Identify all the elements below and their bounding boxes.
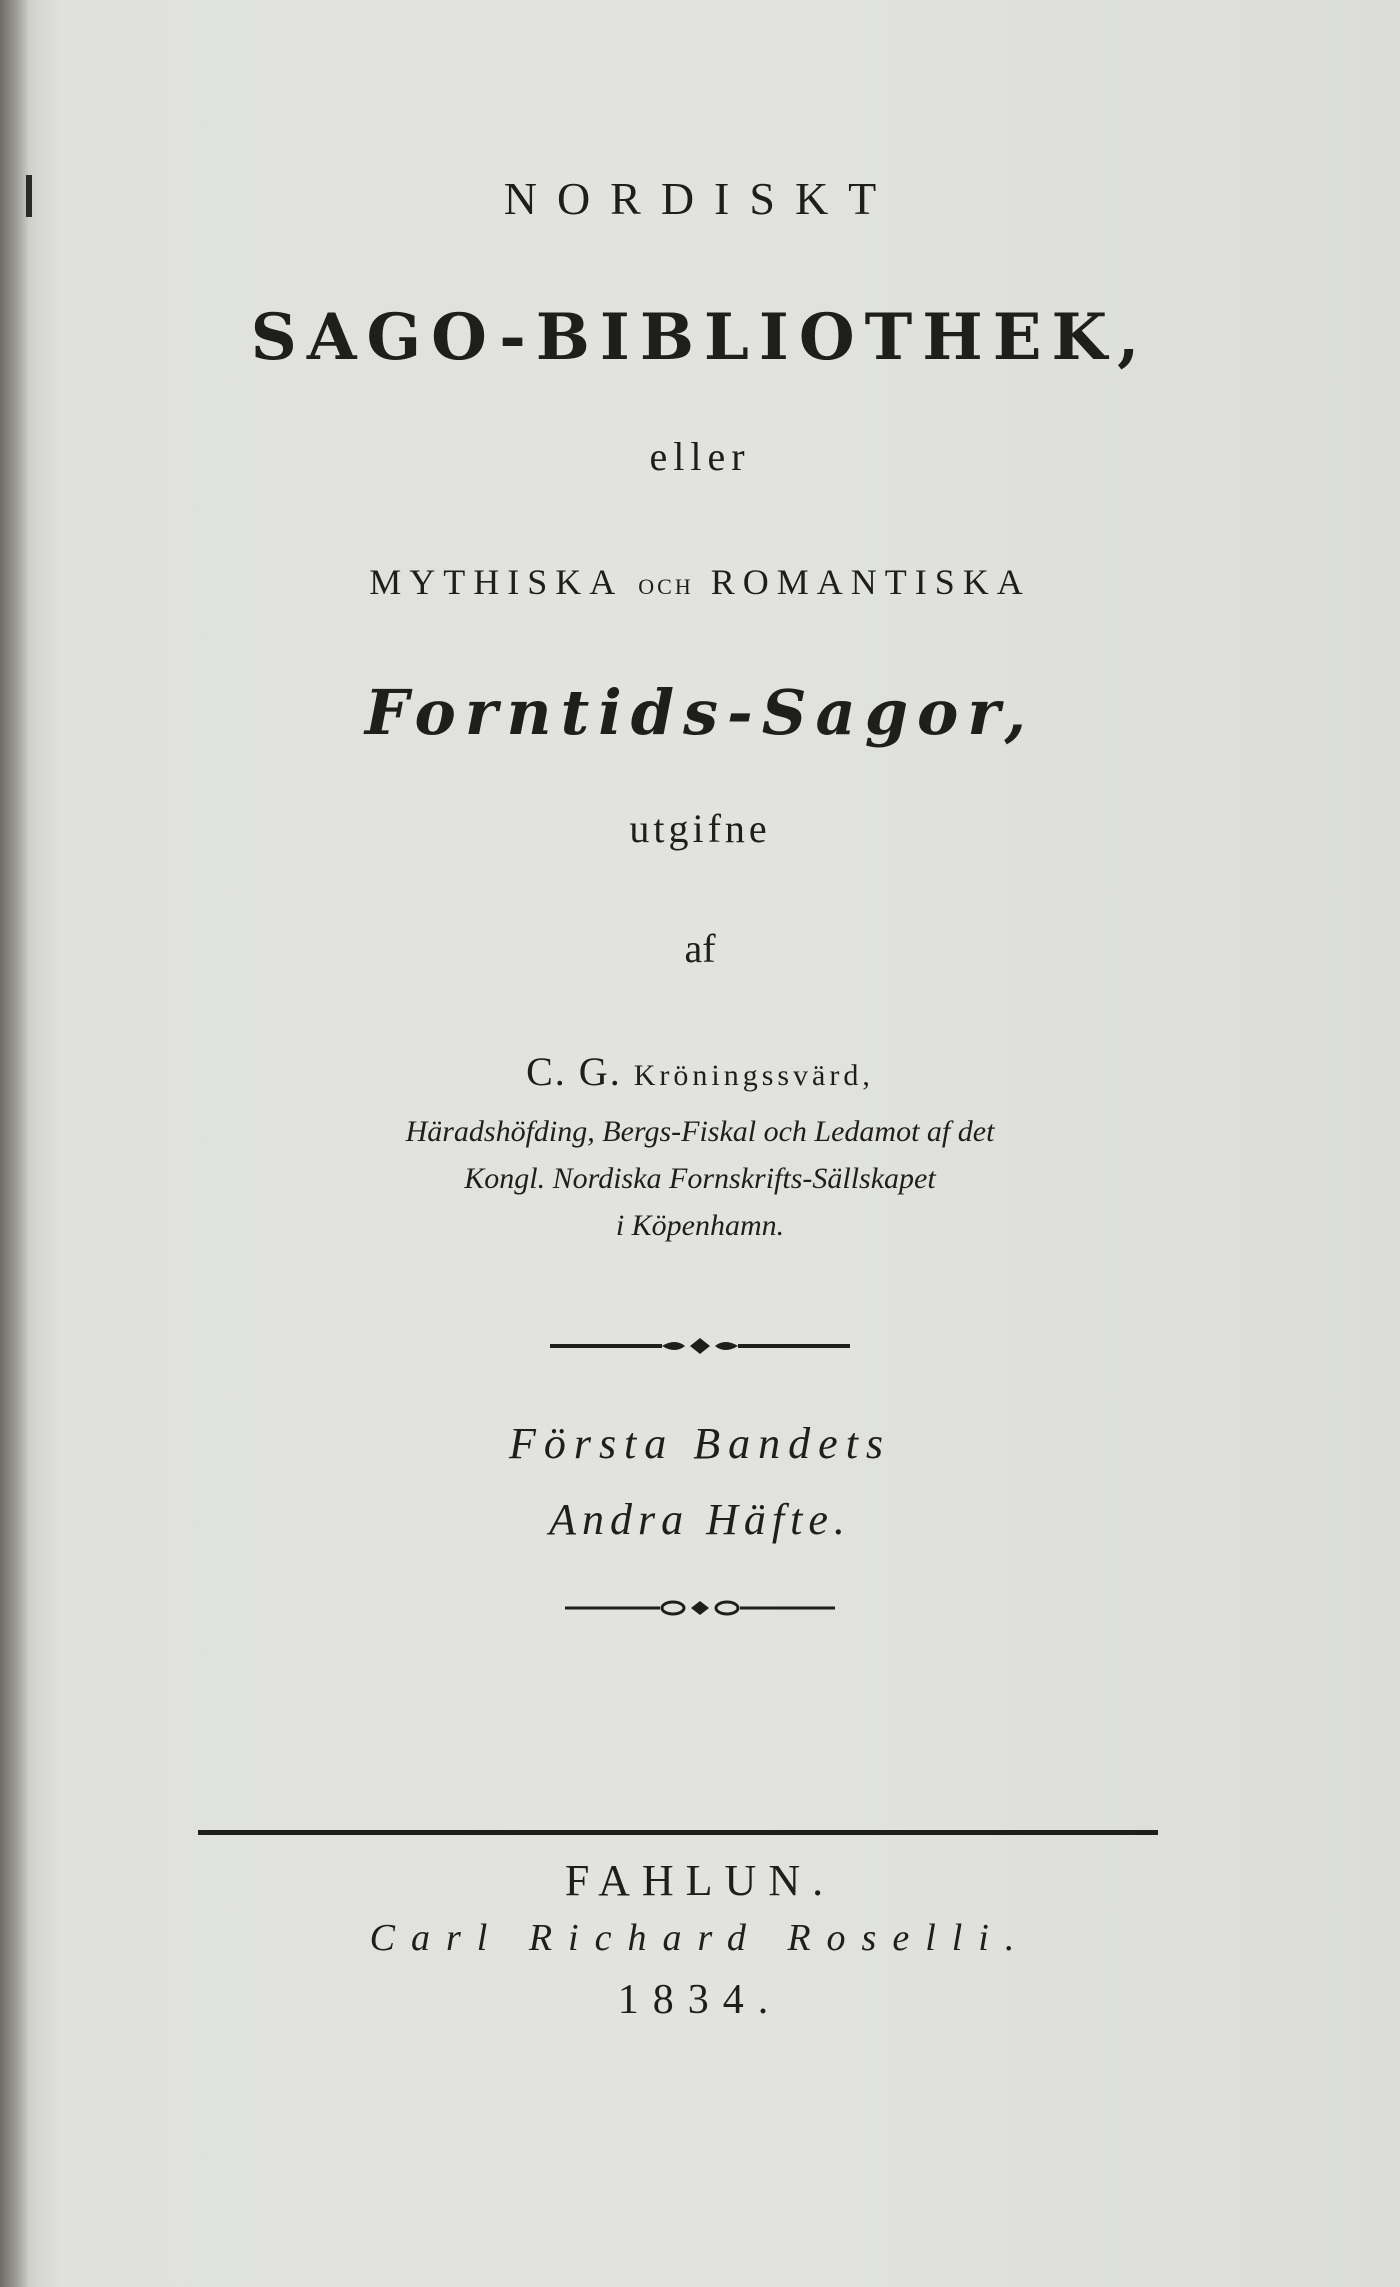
subtitle-mythiska-romantiska — [0, 561, 1400, 603]
horizontal-rule — [198, 1830, 1158, 1835]
subtitle-forntids-sagor: Forntids-Sagor, — [364, 676, 1036, 749]
subtitle-mythiska: MYTHISKA — [369, 562, 622, 602]
title-sago-bibliothek: SAGO-BIBLIOTHEK, — [250, 300, 1150, 375]
part-label: Andra Häfte. — [549, 1495, 851, 1544]
title-eller: eller — [649, 434, 751, 479]
author-initials: C. G. — [526, 1049, 622, 1094]
author-name — [0, 1048, 1400, 1095]
author-title-line-3: i Köpenhamn. — [615, 1209, 785, 1242]
ornament-divider-icon — [0, 1334, 1400, 1363]
text-af: af — [684, 926, 716, 971]
ornament-divider-small-icon — [0, 1597, 1400, 1624]
imprint-place: FAHLUN. — [564, 1856, 836, 1905]
subtitle-och: OCH — [638, 574, 694, 599]
author-surname: Kröningssvärd, — [633, 1059, 874, 1092]
title-nordiskt: NORDISKT — [503, 173, 897, 224]
imprint-year: 1834. — [617, 1977, 783, 2023]
author-title-line-2: Kongl. Nordiska Fornskrifts-Sällskapet — [464, 1162, 936, 1195]
text-utgifne: utgifne — [629, 806, 771, 851]
volume-label: Första Bandets — [508, 1419, 892, 1468]
subtitle-romantiska: ROMANTISKA — [710, 562, 1031, 602]
imprint-printer: Carl Richard Roselli. — [369, 1917, 1031, 1959]
author-title-line-1: Häradshöfding, Bergs-Fiskal och Ledamot af det — [405, 1115, 995, 1148]
